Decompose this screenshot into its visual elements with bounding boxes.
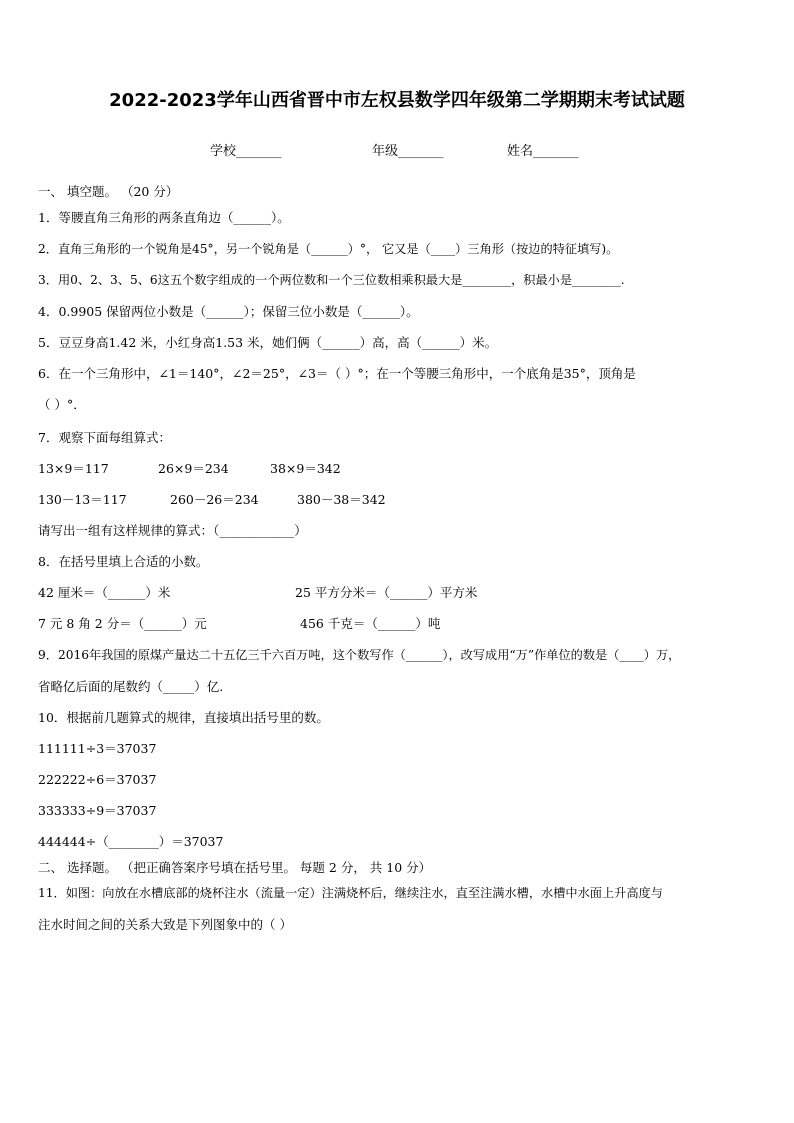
- grade-field: 年级_______: [372, 144, 444, 159]
- school-field: 学校_______: [210, 144, 282, 159]
- q7-expression: 130－13＝117: [38, 492, 127, 507]
- question-3: 3．用0、2、3、5、6这五个数字组成的一个两位数和一个三位数相乘积最大是________，积最小是________.: [38, 273, 625, 287]
- section-fill-in-heading: 一、 填空题。 （20 分）: [38, 184, 179, 199]
- q8-conversion: 7 元 8 角 2 分＝（______）元: [38, 616, 207, 631]
- question-11-line-2: 注水时间之间的关系大致是下列图象中的（ ）: [38, 917, 292, 932]
- question-10: 10．根据前几题算式的规律，直接填出括号里的数。: [38, 710, 329, 725]
- question-9-line-1: 9．2016年我国的原煤产量达二十五亿三千六百万吨，这个数写作（______），改写成用“万”作单位的数是（____）万，: [38, 648, 681, 662]
- q10-expression: 222222÷6＝37037: [38, 772, 157, 787]
- question-7: 7．观察下面每组算式：: [38, 430, 171, 445]
- question-1: 1．等腰直角三角形的两条直角边（______）。: [38, 210, 290, 225]
- q7-expression: 26×9＝234: [158, 461, 229, 476]
- q7-expression: 380－38＝342: [297, 492, 386, 507]
- question-6-line-1: 6．在一个三角形中，∠1＝140°，∠2＝25°，∠3＝（ ）°；在一个等腰三角形中，一个底角是35°，顶角是: [38, 366, 636, 381]
- q8-conversion: 42 厘米＝（______）米: [38, 585, 171, 600]
- page-title: 2022-2023学年山西省晋中市左权县数学四年级第二学期期末考试试题: [109, 90, 685, 111]
- q7-expression: 260－26＝234: [170, 492, 259, 507]
- q8-conversion: 456 千克＝（______）吨: [300, 616, 441, 631]
- question-11-line-1: 11．如图：向放在水槽底部的烧杯注水（流量一定）注满烧杯后，继续注水，直至注满水槽，水槽中水面上升高度与: [38, 886, 663, 900]
- q7-expression: 38×9＝342: [270, 461, 341, 476]
- q8-conversion: 25 平方分米＝（______）平方米: [295, 585, 478, 600]
- question-5: 5．豆豆身高1.42 米，小红身高1.53 米，她们俩（______）高，高（______）米。: [38, 335, 498, 350]
- q10-expression: 333333÷9＝37037: [38, 803, 157, 818]
- question-4: 4．0.9905 保留两位小数是（______）；保留三位小数是（______）。: [38, 304, 419, 319]
- q10-expression: 444444÷（________）＝37037: [38, 834, 224, 849]
- q7-expression: 13×9＝117: [38, 461, 109, 476]
- question-6-line-2: （ ）°．: [38, 397, 86, 412]
- name-field: 姓名_______: [507, 144, 579, 159]
- q10-expression: 111111÷3＝37037: [38, 741, 157, 756]
- question-8: 8．在括号里填上合适的小数。: [38, 554, 209, 569]
- q7-prompt: 请写出一组有这样规律的算式：（____________）: [38, 523, 307, 538]
- section-choice-heading: 二、 选择题。 （把正确答案序号填在括号里。 每题 2 分， 共 10 分）: [38, 860, 432, 875]
- question-2: 2．直角三角形的一个锐角是45°，另一个锐角是（______）°， 它又是（____）三角形（按边的特征填写)。: [38, 242, 619, 256]
- question-9-line-2: 省略亿后面的尾数约（_____）亿.: [38, 679, 224, 694]
